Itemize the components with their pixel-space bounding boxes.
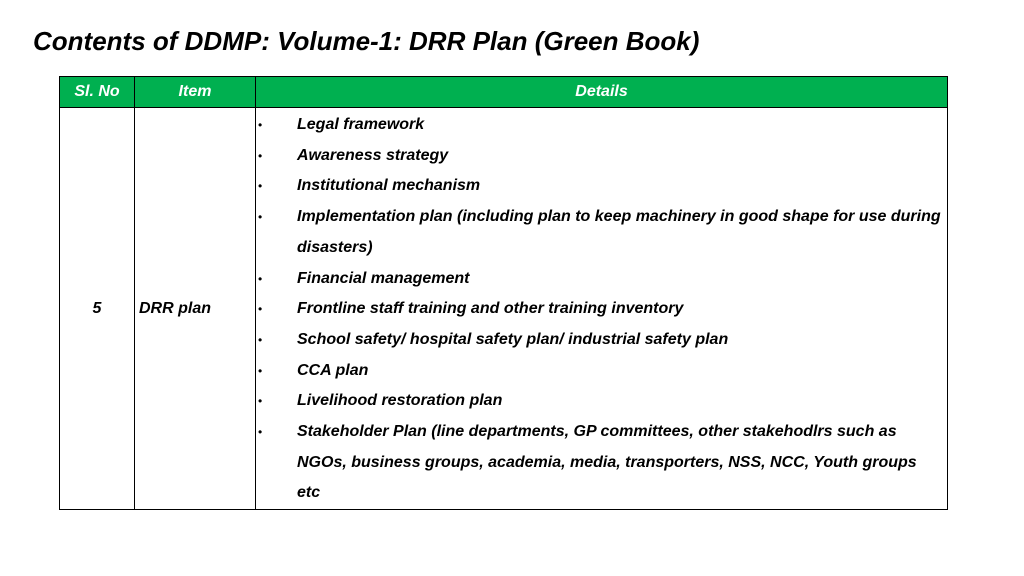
page-title: Contents of DDMP: Volume-1: DRR Plan (Green Book) <box>33 26 700 56</box>
list-item <box>256 141 947 172</box>
bullet-icon: • <box>258 271 263 286</box>
list-item <box>256 294 947 325</box>
details-list <box>256 110 947 509</box>
table-header-row <box>60 77 948 108</box>
list-item-text: Legal framework <box>297 116 425 133</box>
list-item <box>256 202 947 263</box>
bullet-icon: • <box>258 394 263 409</box>
bullet-icon: • <box>258 148 263 163</box>
list-item-text: Awareness strategy <box>297 146 449 164</box>
contents-table <box>59 76 948 510</box>
list-item <box>256 417 947 509</box>
bullet-icon: • <box>258 363 263 378</box>
cell-item: DRR plan <box>135 108 256 510</box>
table-row <box>60 108 948 510</box>
list-item-text: Financial management <box>297 269 470 287</box>
bullet-icon: • <box>258 118 263 132</box>
list-item <box>256 356 947 387</box>
cell-details <box>256 108 948 510</box>
bullet-icon: • <box>258 332 263 347</box>
bullet-icon: • <box>258 425 263 440</box>
list-item-text: Stakeholder Plan (line departments, GP committees, other stakehodlrs such as NGOs, business groups, academia, media, transporters, NSS, NCC, Youth groups etc <box>297 423 917 502</box>
header-sl-no: Sl. No <box>60 77 135 108</box>
list-item <box>256 171 947 202</box>
list-item <box>256 325 947 356</box>
bullet-icon: • <box>258 210 263 225</box>
list-item-text: Implementation plan (including plan to keep machinery in good shape for use during disasters) <box>297 208 941 256</box>
list-item-text: CCA plan <box>297 361 369 379</box>
list-item-text: School safety/ hospital safety plan/ industrial safety plan <box>297 330 729 348</box>
list-item <box>256 264 947 295</box>
list-item <box>256 110 947 141</box>
cell-sl-no: 5 <box>60 108 135 510</box>
list-item <box>256 386 947 417</box>
bullet-icon: • <box>258 302 263 317</box>
header-details: Details <box>256 77 948 108</box>
bullet-icon: • <box>258 179 263 194</box>
list-item-text: Frontline staff training and other training inventory <box>297 300 684 318</box>
header-item: Item <box>135 77 256 108</box>
list-item-text: Livelihood restoration plan <box>297 392 503 410</box>
list-item-text: Institutional mechanism <box>297 177 481 195</box>
